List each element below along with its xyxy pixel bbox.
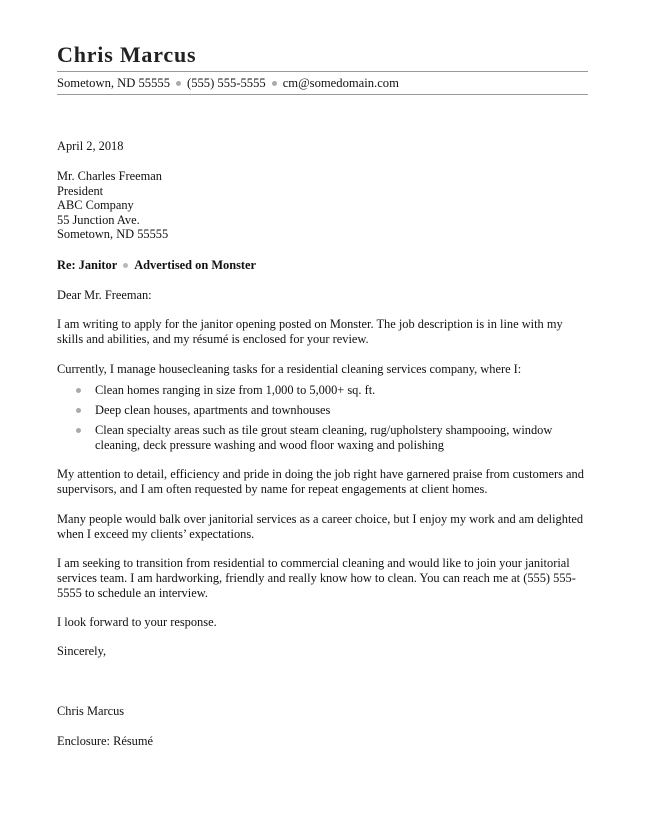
list-item-text: Clean specialty areas such as tile grout steam cleaning, rug/upholstery shampooing, window cleaning, deck pressure washing and wood floor waxing and polishing (95, 423, 553, 452)
list-item-text: Deep clean houses, apartments and townhouses (95, 403, 331, 417)
contact-address: Sometown, ND 55555 (57, 76, 170, 90)
list-item (57, 423, 588, 453)
recipient-address (57, 169, 588, 242)
body-paragraph-2: Currently, I manage housecleaning tasks for a residential cleaning services company, where I: (57, 362, 522, 376)
duties-list (57, 383, 588, 458)
separator-dot-icon (176, 81, 181, 86)
closing: Sincerely, (57, 644, 107, 658)
body-paragraph-1: I am writing to apply for the janitor opening posted on Monster. The job description is in line with my skills and abilities, and my résumé is enclosed for your review. (57, 317, 563, 346)
enclosure-note: Enclosure: Résumé (57, 734, 154, 748)
contact-line (57, 76, 399, 91)
bullet-icon (76, 408, 81, 413)
bullet-icon (76, 388, 81, 393)
recipient-company: ABC Company (57, 198, 134, 213)
recipient-street: 55 Junction Ave. (57, 212, 140, 227)
subject-position: Re: Janitor (57, 258, 118, 272)
body-paragraph-5: I am seeking to transition from residential to commercial cleaning and would like to join your janitorial services team. I am hardworking, friendly and really know how to clean. You can reach me at (555) 555-5555 to schedule an interview. (57, 556, 576, 600)
header-top-rule (57, 71, 588, 72)
list-item (57, 383, 588, 398)
contact-email: cm@somedomain.com (282, 76, 399, 90)
signature-name: Chris Marcus (57, 704, 125, 718)
recipient-city: Sometown, ND 55555 (57, 227, 169, 242)
list-item (57, 403, 588, 418)
separator-dot-icon (123, 263, 128, 268)
subject-source: Advertised on Monster (134, 258, 257, 272)
body-paragraph-6: I look forward to your response. (57, 615, 217, 629)
separator-dot-icon (272, 81, 277, 86)
recipient-name: Mr. Charles Freeman (57, 169, 162, 183)
body-paragraph-3: My attention to detail, efficiency and pride in doing the job right have garnered praise from customers and supervisors, and I am often requested by name for repeat engagements at client homes. (57, 467, 584, 496)
subject-line (57, 258, 588, 273)
bullet-icon (76, 428, 81, 433)
contact-phone: (555) 555-5555 (187, 76, 266, 90)
header-bottom-rule (57, 94, 588, 95)
applicant-name: Chris Marcus (57, 42, 197, 67)
letter-date: April 2, 2018 (57, 139, 124, 153)
recipient-title: President (57, 183, 104, 198)
list-item-text: Clean homes ranging in size from 1,000 to 5,000+ sq. ft. (95, 383, 376, 397)
body-paragraph-4: Many people would balk over janitorial services as a career choice, but I enjoy my work and am delighted when I exceed my clients’ expectations. (57, 512, 584, 541)
salutation: Dear Mr. Freeman: (57, 288, 152, 302)
